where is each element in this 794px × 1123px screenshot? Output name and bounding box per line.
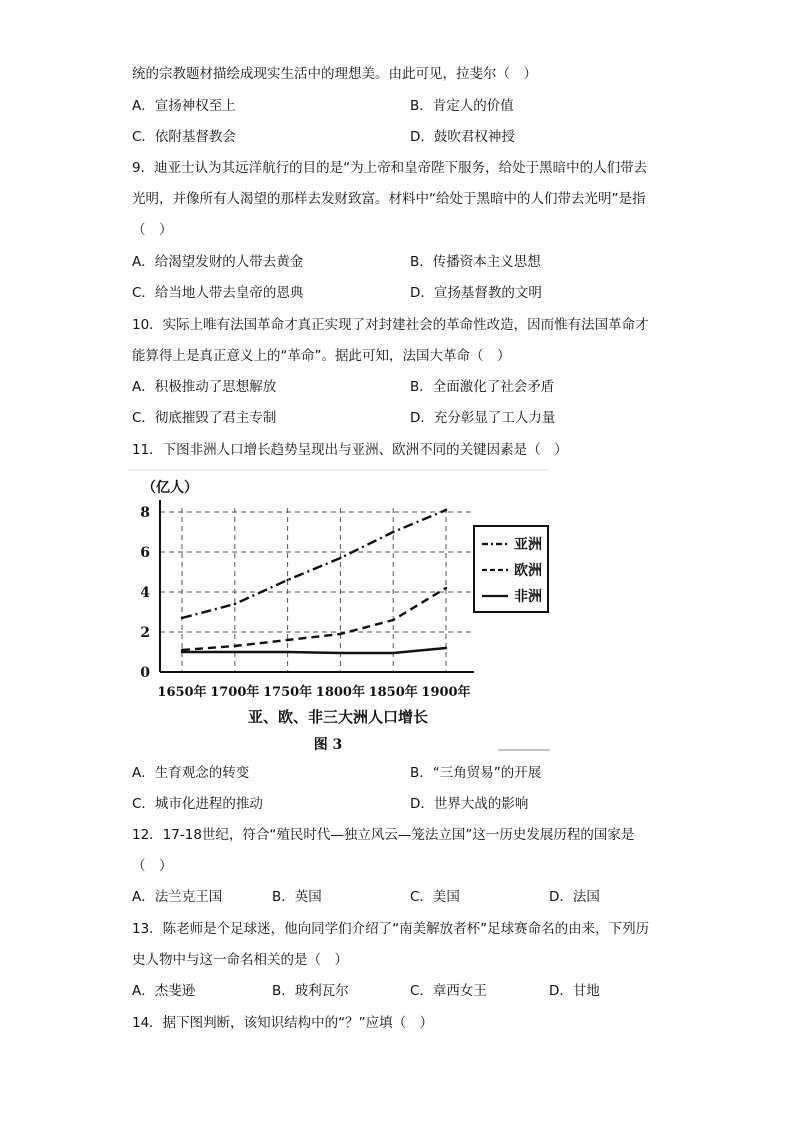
q9-option-b[interactable]: B．传播资本主义思想 (410, 254, 541, 270)
y-tick-label: 0 (140, 665, 150, 681)
q11-option-d[interactable]: D．世界大战的影响 (410, 796, 529, 812)
q13-option-a[interactable]: A．杰斐逊 (132, 983, 196, 999)
data-point (445, 509, 447, 511)
x-tick-label: 1900年 (421, 685, 471, 700)
population-line-chart (118, 468, 558, 758)
data-point (234, 603, 236, 605)
data-point (286, 579, 288, 581)
y-axis-label: （亿人） (142, 480, 198, 496)
y-tick-label: 6 (140, 545, 150, 561)
q10-option-b[interactable]: B．全面激化了社会矛盾 (410, 379, 555, 395)
question-10-line-2: 能算得上是真正意义上的“革命”。据此可知，法国大革命（ ） (132, 348, 511, 364)
series-line-1 (182, 510, 446, 618)
q9-option-c[interactable]: C．给当地人带去皇帝的恩典 (132, 285, 304, 301)
series-line-3 (182, 648, 446, 653)
q12-option-d[interactable]: D．法国 (549, 889, 600, 905)
question-9-line-1: 9．迪亚士认为其远洋航行的目的是“为上帝和皇帝陛下服务，给处于黑暗中的人们带去 (132, 160, 648, 176)
data-point (286, 651, 288, 653)
chart-gridlines (160, 508, 474, 672)
q9-option-d[interactable]: D．宣扬基督教的文明 (410, 285, 542, 301)
x-tick-label: 1750年 (263, 685, 313, 700)
data-point (392, 531, 394, 533)
legend-label: 欧洲 (514, 563, 542, 579)
figure-caption: 图 3 (313, 737, 343, 753)
data-point (286, 639, 288, 641)
question-10-line-1: 10．实际上唯有法国革命才真正实现了对封建社会的革命性改造，因而惟有法国革命才 (132, 317, 649, 333)
data-point (181, 651, 183, 653)
x-tick-label: 1650年 (157, 685, 207, 700)
question-12-line-2: （ ） (132, 858, 173, 874)
x-tick-labels (157, 684, 470, 700)
chart-axes (160, 500, 474, 672)
q11-option-c[interactable]: C．城市化进程的推动 (132, 796, 263, 812)
q13-option-c[interactable]: C．章西女王 (410, 983, 487, 999)
y-tick-labels (140, 505, 150, 681)
data-point (339, 652, 341, 654)
data-point (234, 645, 236, 647)
y-tick-label: 4 (140, 585, 150, 601)
question-11-text: 11．下图非洲人口增长趋势呈现出与亚洲、欧洲不同的关键因素是（ ） (132, 442, 568, 458)
q10-option-a[interactable]: A．积极推动了思想解放 (132, 379, 277, 395)
q12-option-b[interactable]: B．英国 (272, 889, 322, 905)
y-tick-label: 8 (140, 505, 150, 521)
data-point (339, 633, 341, 635)
q12-option-a[interactable]: A．法兰克王国 (132, 889, 223, 905)
question-9-line-2: 光明，并像所有人渴望的那样去发财致富。材料中“给处于黑暗中的人们带去光明”是指 (132, 191, 646, 207)
q13-option-d[interactable]: D．甘地 (549, 983, 600, 999)
question-8-text: 统的宗教题材描绘成现实生活中的理想美。由此可见，拉斐尔（ ） (132, 66, 537, 82)
x-tick-label: 1850年 (368, 685, 418, 700)
question-13-line-2: 史人物中与这一命名相关的是（ ） (132, 952, 348, 968)
legend-label: 亚洲 (514, 537, 542, 553)
series-line-2 (182, 588, 446, 650)
question-14-text: 14．据下图判断，该知识结构中的“？”应填（ ） (132, 1015, 434, 1031)
q10-option-d[interactable]: D．充分彰显了工人力量 (410, 410, 556, 426)
chart-legend (474, 526, 548, 612)
population-chart-figure (118, 468, 558, 758)
data-point (392, 652, 394, 654)
question-13-line-1: 13．陈老师是个足球迷，他向同学们介绍了“南美解放者杯”足球赛命名的由来，下列历 (132, 921, 650, 937)
q9-option-a[interactable]: A．给渴望发财的人带去黄金 (132, 254, 304, 270)
data-point (181, 617, 183, 619)
y-tick-label: 2 (140, 625, 150, 641)
q10-option-c[interactable]: C．彻底摧毁了君主专制 (132, 410, 277, 426)
question-9-line-3: （ ） (132, 222, 173, 238)
q8-option-a[interactable]: A．宣扬神权至上 (132, 98, 236, 114)
data-point (392, 619, 394, 621)
question-12-line-1: 12．17-18世纪，符合“殖民时代—独立风云—笼法立国”这一历史发展历程的国家是 (132, 827, 635, 843)
q8-option-b[interactable]: B．肯定人的价值 (410, 98, 514, 114)
legend-label: 非洲 (514, 589, 542, 605)
q13-option-b[interactable]: B．玻利瓦尔 (272, 983, 349, 999)
q8-option-d[interactable]: D．鼓吹君权神授 (410, 129, 515, 145)
chart-title: 亚、欧、非三大洲人口增长 (247, 708, 429, 726)
x-tick-label: 1700年 (210, 685, 260, 700)
q11-option-b[interactable]: B．“三角贸易”的开展 (410, 765, 542, 781)
data-point (234, 651, 236, 653)
q12-option-c[interactable]: C．美国 (410, 889, 460, 905)
q8-option-c[interactable]: C．依附基督教会 (132, 129, 236, 145)
q11-option-a[interactable]: A．生育观念的转变 (132, 765, 250, 781)
data-point (339, 557, 341, 559)
data-point (445, 647, 447, 649)
x-tick-label: 1800年 (315, 685, 365, 700)
data-point (445, 587, 447, 589)
